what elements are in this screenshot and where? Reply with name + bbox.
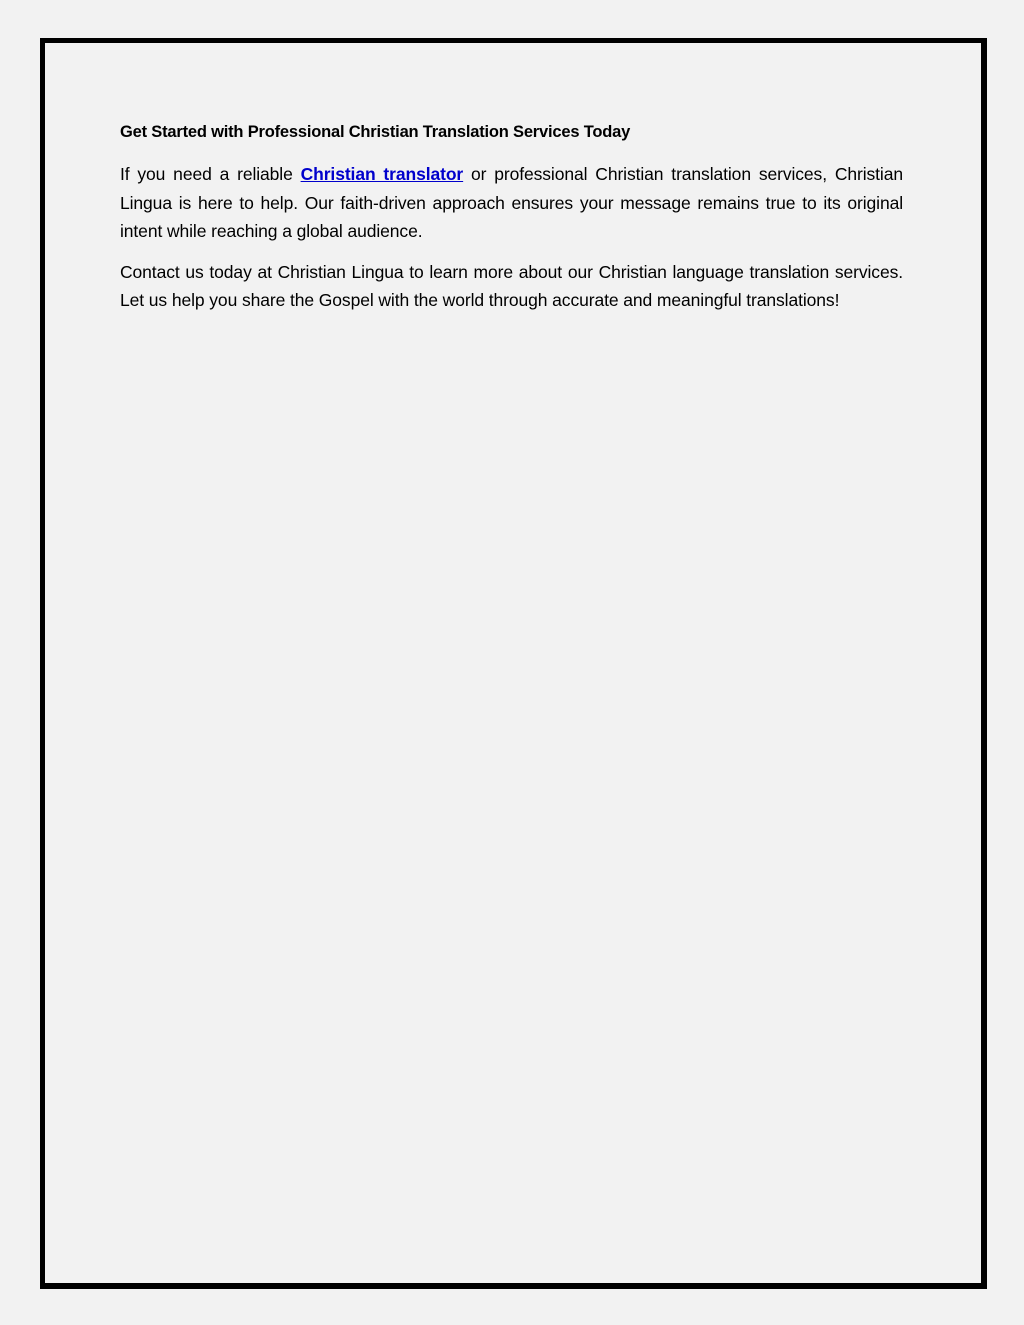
paragraph-intro	[120, 160, 903, 246]
section-heading: Get Started with Professional Christian Translation Services Today	[120, 123, 631, 141]
paragraph-contact: Contact us today at Christian Lingua to learn more about our Christian language translation services. Let us help you share the Gospel with the world through accurate and meaningful translations!	[120, 261, 903, 310]
document-body	[120, 118, 903, 327]
christian-translator-link[interactable]: Christian translator	[300, 164, 464, 184]
paragraph-intro-text-before: If you need a reliable	[120, 164, 301, 184]
paragraph-intro-text-after: or professional Christian translation services, Christian Lingua is here to help. Our faith-driven approach ensures your message remains true to its original intent while reaching a global audience.	[120, 164, 903, 241]
